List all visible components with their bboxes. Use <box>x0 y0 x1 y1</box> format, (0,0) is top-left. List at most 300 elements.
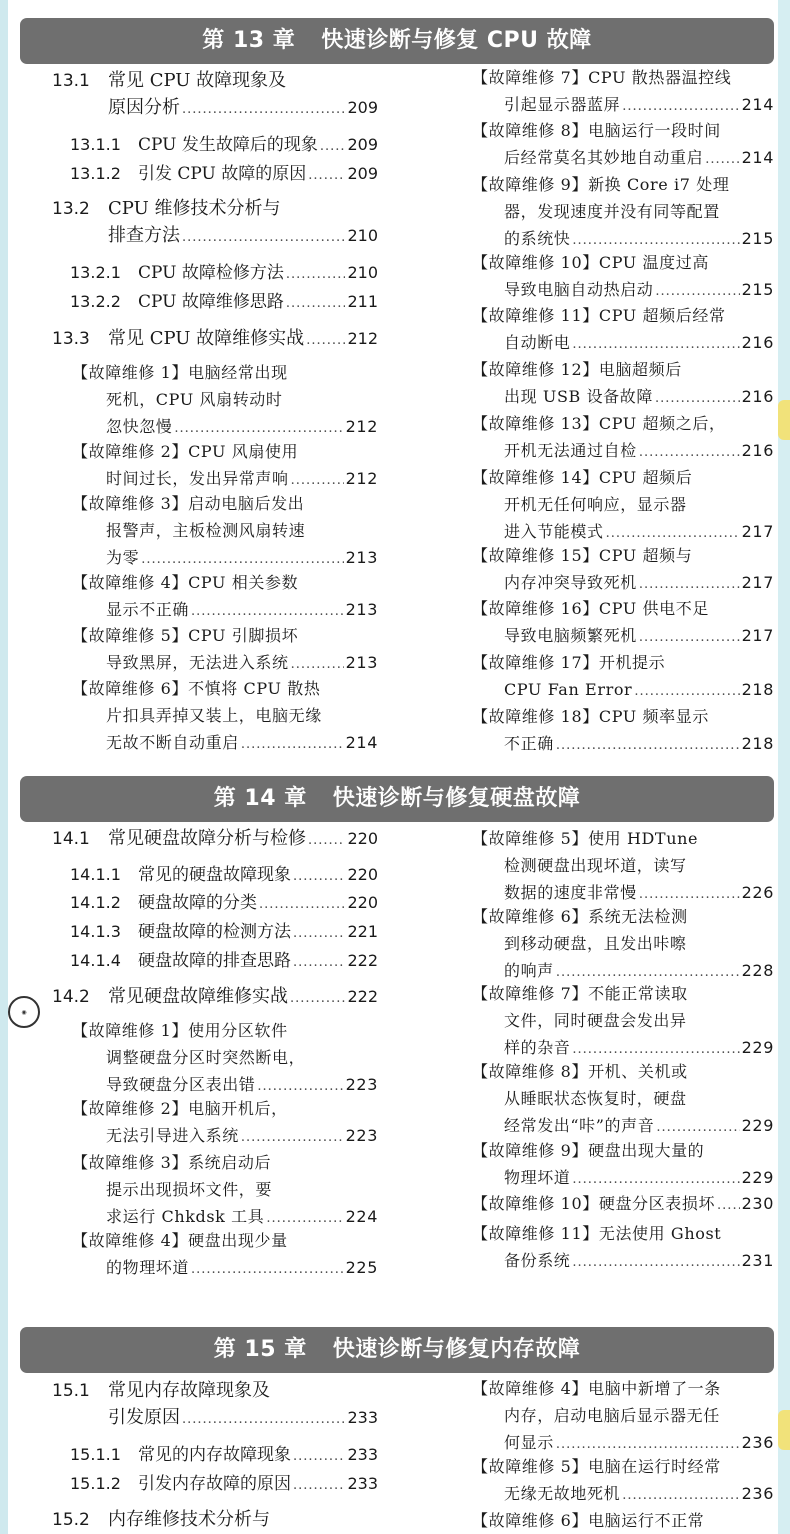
toc-subsection[interactable] <box>52 131 378 158</box>
section-number: 15.1 <box>52 1381 90 1401</box>
leader-dots <box>182 96 345 121</box>
toc-line <box>52 222 378 249</box>
leader-dots <box>717 1192 740 1217</box>
page-number: 213 <box>345 548 378 567</box>
subsection-number: 15.1.2 <box>70 1474 121 1493</box>
entry-title: 【故障维修 16】CPU 供电不足 <box>472 599 709 618</box>
toc-line <box>472 1429 774 1456</box>
entry-text <box>472 1190 715 1217</box>
entry-title: 片扣具弄掉又装上，电脑无缘 <box>106 706 322 725</box>
entry-title: 开机无任何响应，显示器 <box>504 495 687 514</box>
entry-title: CPU 故障维修思路 <box>138 292 284 312</box>
entry-text <box>106 649 289 676</box>
page-number: 218 <box>741 734 774 753</box>
entry-text <box>70 259 284 286</box>
toc-repair-case[interactable] <box>472 1375 774 1456</box>
entry-title: 自动断电 <box>504 333 571 352</box>
entry-text <box>472 1224 721 1243</box>
leader-dots <box>639 571 740 596</box>
section-number: 13.1 <box>52 71 90 91</box>
subsection-number: 13.1.2 <box>70 164 121 183</box>
toc-repair-case[interactable] <box>52 1149 378 1230</box>
entry-title: 内存冲突导致死机 <box>504 573 637 592</box>
leader-dots <box>286 290 346 315</box>
toc-repair-case[interactable] <box>472 1058 774 1139</box>
entry-title: 何显示 <box>504 1433 554 1452</box>
entry-text <box>72 494 304 513</box>
toc-line <box>472 1190 774 1217</box>
page-number: 220 <box>347 893 378 912</box>
entry-title: 报警声，主板检测风扇转速 <box>106 521 306 540</box>
entry-text <box>106 1180 272 1199</box>
subsection-number: 14.1.4 <box>70 951 121 970</box>
entry-title: 【故障维修 18】CPU 频率显示 <box>472 707 709 726</box>
toc-line <box>472 825 774 852</box>
entry-title: 【故障维修 11】无法使用 Ghost <box>472 1224 722 1243</box>
toc-repair-case[interactable] <box>472 64 774 118</box>
entry-title: 常见 CPU 故障现象及 <box>108 70 287 91</box>
entry-text <box>72 442 298 461</box>
entry-title: 后经常莫名其妙地自动重启 <box>504 148 704 167</box>
entry-title: 【故障维修 6】系统无法检测 <box>472 907 688 926</box>
toc-line <box>472 225 774 252</box>
entry-title: 从睡眠状态恢复时，硬盘 <box>504 1089 687 1108</box>
entry-title: 【故障维修 4】CPU 相关参数 <box>72 573 299 592</box>
toc-repair-case[interactable] <box>472 171 774 252</box>
entry-title: 不正确 <box>504 734 554 753</box>
entry-title: 为零 <box>106 548 140 567</box>
entry-text <box>504 856 687 875</box>
toc-line <box>70 1470 378 1497</box>
entry-text <box>70 131 318 158</box>
page-number: 223 <box>345 1075 378 1094</box>
entry-text <box>52 1380 270 1401</box>
leader-dots <box>241 1124 344 1149</box>
page-number: 216 <box>741 387 774 406</box>
page-number: 211 <box>347 292 378 311</box>
toc-repair-case[interactable] <box>52 1095 378 1149</box>
page-number: 236 <box>741 1433 774 1452</box>
toc-line <box>472 1085 774 1112</box>
page-number: 223 <box>345 1126 378 1145</box>
toc-repair-case[interactable] <box>472 703 774 757</box>
entry-title: 【故障维修 9】新换 Core i7 处理 <box>472 175 730 194</box>
toc-line <box>472 91 774 118</box>
page-number: 215 <box>741 229 774 248</box>
entry-title: 到移动硬盘，且发出咔嚓 <box>504 934 687 953</box>
entry-title: 无故不断自动重启 <box>106 733 239 752</box>
chapter-header <box>20 18 774 64</box>
toc-line <box>472 622 774 649</box>
entry-text <box>52 825 306 852</box>
page-number: 225 <box>345 1258 378 1277</box>
toc-subsection[interactable] <box>52 861 378 888</box>
toc-subsection[interactable] <box>52 1470 378 1497</box>
entry-text <box>72 573 298 592</box>
entry-title: 进入节能模式 <box>504 522 604 541</box>
toc-repair-case[interactable] <box>472 1190 774 1217</box>
toc-repair-case[interactable] <box>472 356 774 410</box>
entry-text <box>504 1164 570 1191</box>
page-number: 233 <box>347 1408 378 1427</box>
leader-dots <box>622 93 739 118</box>
toc-line <box>472 852 774 879</box>
entry-text <box>472 1457 721 1476</box>
page-number: 214 <box>741 95 774 114</box>
leader-dots <box>639 439 740 464</box>
entry-title: 【故障维修 7】CPU 散热器温控线 <box>472 68 732 87</box>
entry-text <box>70 947 291 974</box>
toc-section[interactable] <box>52 1506 378 1533</box>
toc-line <box>472 1480 774 1507</box>
entry-text <box>52 983 288 1010</box>
entry-title: 常见的内存故障现象 <box>138 1445 291 1465</box>
entry-text <box>72 679 320 698</box>
toc-repair-case[interactable] <box>472 464 774 545</box>
entry-text <box>106 1071 255 1098</box>
page-number: 229 <box>741 1168 774 1187</box>
leader-dots <box>259 891 345 916</box>
leader-dots <box>182 1406 345 1431</box>
toc-line <box>472 930 774 957</box>
toc-line <box>472 410 774 437</box>
toc-repair-case[interactable] <box>472 649 774 703</box>
leader-dots <box>293 863 345 888</box>
entry-title: 无法引导进入系统 <box>106 1126 239 1145</box>
toc-repair-case[interactable] <box>472 980 774 1061</box>
toc-section[interactable] <box>52 825 378 852</box>
toc-line <box>72 1017 378 1044</box>
page-number: 230 <box>741 1194 774 1213</box>
toc-line <box>472 676 774 703</box>
page-number: 217 <box>741 522 774 541</box>
entry-text <box>106 1122 239 1149</box>
toc-section[interactable] <box>52 1377 378 1431</box>
toc-line <box>472 1375 774 1402</box>
entry-title: 硬盘故障的分类 <box>138 893 257 913</box>
entry-title: 【故障维修 10】CPU 温度过高 <box>472 253 709 272</box>
entry-title: 【故障维修 10】硬盘分区表损坏 <box>472 1194 716 1213</box>
toc-section[interactable] <box>52 983 378 1010</box>
page-number: 209 <box>347 98 378 117</box>
toc-repair-case[interactable] <box>472 1453 774 1507</box>
entry-title: 【故障维修 6】不慎将 CPU 散热 <box>72 679 321 698</box>
page-number: 216 <box>741 333 774 352</box>
toc-subsection[interactable] <box>52 918 378 945</box>
entry-text <box>504 934 687 953</box>
entry-text <box>504 144 703 171</box>
toc-line <box>70 918 378 945</box>
entry-text <box>106 413 172 440</box>
toc-line <box>472 569 774 596</box>
entry-title: 样的杂音 <box>504 1038 571 1057</box>
toc-repair-case[interactable] <box>472 302 774 356</box>
subsection-number: 14.1.3 <box>70 922 121 941</box>
subsection-number: 15.1.1 <box>70 1445 121 1464</box>
entry-text <box>106 596 189 623</box>
leader-dots <box>191 598 344 623</box>
entry-title: 【故障维修 11】CPU 超频后经常 <box>472 306 726 325</box>
leader-dots <box>174 415 343 440</box>
toc-line <box>72 702 378 729</box>
entry-text <box>472 414 726 433</box>
entry-text <box>472 121 721 140</box>
toc-line <box>472 171 774 198</box>
page-number: 229 <box>741 1116 774 1135</box>
page-number: 215 <box>741 280 774 299</box>
entry-title: 引起显示器蓝屏 <box>504 95 621 114</box>
entry-title: 常见 CPU 故障维修实战 <box>108 328 305 349</box>
entry-title: 【故障维修 15】CPU 超频与 <box>472 546 693 565</box>
toc-line <box>72 438 378 465</box>
leader-dots <box>639 624 740 649</box>
entry-text <box>72 363 288 382</box>
entry-title: CPU Fan Error <box>504 680 633 699</box>
toc-line <box>72 465 378 492</box>
page-number: 212 <box>345 469 378 488</box>
toc-line <box>70 259 378 286</box>
toc-line <box>472 356 774 383</box>
entry-title: 导致黑屏，无法进入系统 <box>106 653 289 672</box>
toc-section[interactable] <box>52 67 378 121</box>
toc-line <box>472 518 774 545</box>
entry-text <box>108 1404 180 1431</box>
section-number: 14.1 <box>52 829 90 849</box>
section-number: 14.2 <box>52 987 90 1007</box>
entry-text <box>504 879 637 906</box>
entry-title: 器，发现速度并没有同等配置 <box>504 202 720 221</box>
entry-title: 排查方法 <box>108 225 180 246</box>
toc-subsection[interactable] <box>52 259 378 286</box>
leader-dots <box>308 162 345 187</box>
entry-title: 死机，CPU 风扇转动时 <box>106 390 283 409</box>
section-number: 13.2 <box>52 199 90 219</box>
entry-title: 无缘无故地死机 <box>504 1484 621 1503</box>
entry-text <box>472 653 665 672</box>
toc-line <box>472 1034 774 1061</box>
toc-line <box>70 288 378 315</box>
toc-line <box>472 730 774 757</box>
entry-title: 内存，启动电脑后显示器无任 <box>504 1406 720 1425</box>
entry-title: 开机无法通过自检 <box>504 441 637 460</box>
entry-text <box>52 325 304 352</box>
entry-text <box>504 276 653 303</box>
subsection-number: 13.2.1 <box>70 263 121 282</box>
chapter-header <box>20 1327 774 1373</box>
toc-line <box>472 1507 774 1534</box>
toc-repair-case[interactable] <box>52 438 378 492</box>
page-number: 213 <box>345 653 378 672</box>
toc-subsection[interactable] <box>52 947 378 974</box>
toc-line <box>472 464 774 491</box>
toc-subsection[interactable] <box>52 160 378 187</box>
chapter-header <box>20 776 774 822</box>
leader-dots <box>572 1249 739 1274</box>
entry-title: 原因分析 <box>108 97 180 118</box>
page-number: 222 <box>347 987 378 1006</box>
toc-line <box>72 1044 378 1071</box>
entry-text <box>504 91 620 118</box>
toc-line <box>472 980 774 1007</box>
leader-dots <box>290 985 345 1010</box>
toc-line <box>52 1377 378 1404</box>
entry-text <box>472 1141 704 1160</box>
entry-text <box>472 1507 704 1534</box>
toc-line <box>52 94 378 121</box>
entry-text <box>472 546 692 565</box>
page-number: 231 <box>741 1251 774 1270</box>
leader-dots <box>293 949 345 974</box>
toc-line <box>472 595 774 622</box>
chapter-number: 第 14 章 <box>213 786 307 811</box>
leader-dots <box>241 731 344 756</box>
entry-title: 【故障维修 3】系统启动后 <box>72 1153 272 1172</box>
entry-text <box>72 1153 271 1172</box>
page-number: 212 <box>345 417 378 436</box>
leader-dots <box>634 678 739 703</box>
entry-text <box>472 829 698 848</box>
page-number: 229 <box>741 1038 774 1057</box>
toc-repair-case[interactable] <box>52 569 378 623</box>
entry-text <box>472 175 729 194</box>
entry-title: 物理坏道 <box>504 1168 571 1187</box>
toc-line <box>52 195 378 222</box>
leader-dots <box>291 467 344 492</box>
chapter-number: 第 13 章 <box>202 28 296 53</box>
leader-dots <box>293 1472 345 1497</box>
entry-title: 【故障维修 13】CPU 超频之后， <box>472 414 726 433</box>
entry-text <box>106 521 305 540</box>
toc-repair-case[interactable] <box>52 622 378 676</box>
page-number: 224 <box>345 1207 378 1226</box>
toc-line <box>472 1164 774 1191</box>
entry-text <box>70 889 257 916</box>
entry-text <box>106 544 139 571</box>
entry-title: 文件，同时硬盘会发出异 <box>504 1011 687 1030</box>
toc-repair-case[interactable] <box>472 117 774 171</box>
page-number: 222 <box>347 951 378 970</box>
leader-dots <box>293 1443 345 1468</box>
toc-line <box>472 1112 774 1139</box>
toc-section[interactable] <box>52 195 378 249</box>
entry-title: 硬盘故障的排查思路 <box>138 951 291 971</box>
toc-repair-case[interactable] <box>472 903 774 984</box>
toc-line <box>72 1227 378 1254</box>
entry-title: 引发 CPU 故障的原因 <box>138 164 307 184</box>
toc-subsection[interactable] <box>52 288 378 315</box>
toc-line <box>52 325 378 352</box>
leader-dots <box>141 546 343 571</box>
toc-repair-case[interactable] <box>52 675 378 756</box>
toc-repair-case[interactable] <box>472 1507 774 1534</box>
entry-text <box>504 622 637 649</box>
leader-dots <box>306 327 345 352</box>
page-number: 209 <box>347 164 378 183</box>
entry-title: 【故障维修 6】电脑运行不正常 <box>472 1511 705 1530</box>
toc-line <box>70 160 378 187</box>
toc-section[interactable] <box>52 325 378 352</box>
toc-line <box>72 1203 378 1230</box>
entry-text <box>504 1112 654 1139</box>
entry-title: 常见硬盘故障维修实战 <box>108 986 288 1007</box>
page-number: 217 <box>741 626 774 645</box>
leader-dots <box>572 1166 739 1191</box>
entry-text <box>504 676 632 703</box>
entry-title: 【故障维修 7】不能正常读取 <box>472 984 688 1003</box>
entry-title: 【故障维修 2】电脑开机后， <box>72 1099 288 1118</box>
entry-text <box>504 569 637 596</box>
entry-text <box>472 599 709 618</box>
entry-text <box>70 160 306 187</box>
toc-line <box>472 1220 774 1247</box>
entry-text <box>70 918 291 945</box>
entry-text <box>504 495 687 514</box>
toc-repair-case[interactable] <box>472 825 774 906</box>
entry-title: 内存维修技术分析与 <box>108 1509 270 1530</box>
toc-line <box>472 649 774 676</box>
entry-title: 数据的速度非常慢 <box>504 883 637 902</box>
entry-title: 【故障维修 8】电脑运行一段时间 <box>472 121 721 140</box>
toc-repair-case[interactable] <box>52 1227 378 1281</box>
toc-repair-case[interactable] <box>52 1017 378 1098</box>
entry-title: 常见硬盘故障分析与检修 <box>108 828 306 849</box>
entry-title: 【故障维修 4】电脑中新增了一条 <box>472 1379 721 1398</box>
chapter-number: 第 15 章 <box>213 1337 307 1362</box>
leader-dots <box>291 651 344 676</box>
entry-text <box>472 1379 721 1398</box>
page-number: 216 <box>741 441 774 460</box>
toc-line <box>72 1122 378 1149</box>
toc-subsection[interactable] <box>52 1441 378 1468</box>
toc-repair-case[interactable] <box>472 542 774 596</box>
entry-text <box>106 706 322 725</box>
entry-text <box>504 383 653 410</box>
toc-subsection[interactable] <box>52 889 378 916</box>
entry-text <box>504 437 637 464</box>
toc-line <box>472 1402 774 1429</box>
entry-title: 【故障维修 12】电脑超频后 <box>472 360 682 379</box>
entry-text <box>70 1441 291 1468</box>
toc-repair-case[interactable] <box>472 595 774 649</box>
toc-repair-case[interactable] <box>52 490 378 571</box>
entry-text <box>504 518 604 545</box>
entry-title: 【故障维修 5】CPU 引脚损坏 <box>72 626 299 645</box>
entry-title: 调整硬盘分区时突然断电， <box>106 1048 306 1067</box>
leader-dots <box>705 146 739 171</box>
toc-line <box>472 198 774 225</box>
entry-text <box>106 729 239 756</box>
toc-line <box>472 302 774 329</box>
entry-text <box>504 1089 687 1108</box>
toc-repair-case[interactable] <box>472 1137 774 1191</box>
toc-line <box>72 386 378 413</box>
page-number: 218 <box>741 680 774 699</box>
page-number: 217 <box>741 573 774 592</box>
entry-text <box>106 390 283 409</box>
toc-repair-case[interactable] <box>472 410 774 464</box>
entry-title: 【故障维修 9】硬盘出现大量的 <box>472 1141 705 1160</box>
entry-title: 【故障维修 3】启动电脑后发出 <box>72 494 305 513</box>
toc-repair-case[interactable] <box>52 359 378 440</box>
entry-text <box>72 1099 288 1118</box>
entry-title: 忽快忽慢 <box>106 417 173 436</box>
toc-repair-case[interactable] <box>472 249 774 303</box>
entry-title: 显示不正确 <box>106 600 190 619</box>
toc-repair-case[interactable] <box>472 1220 774 1274</box>
toc-line <box>472 1137 774 1164</box>
entry-title: 【故障维修 5】电脑在运行时经常 <box>472 1457 721 1476</box>
chapter-title: 快速诊断与修复内存故障 <box>332 1337 581 1362</box>
